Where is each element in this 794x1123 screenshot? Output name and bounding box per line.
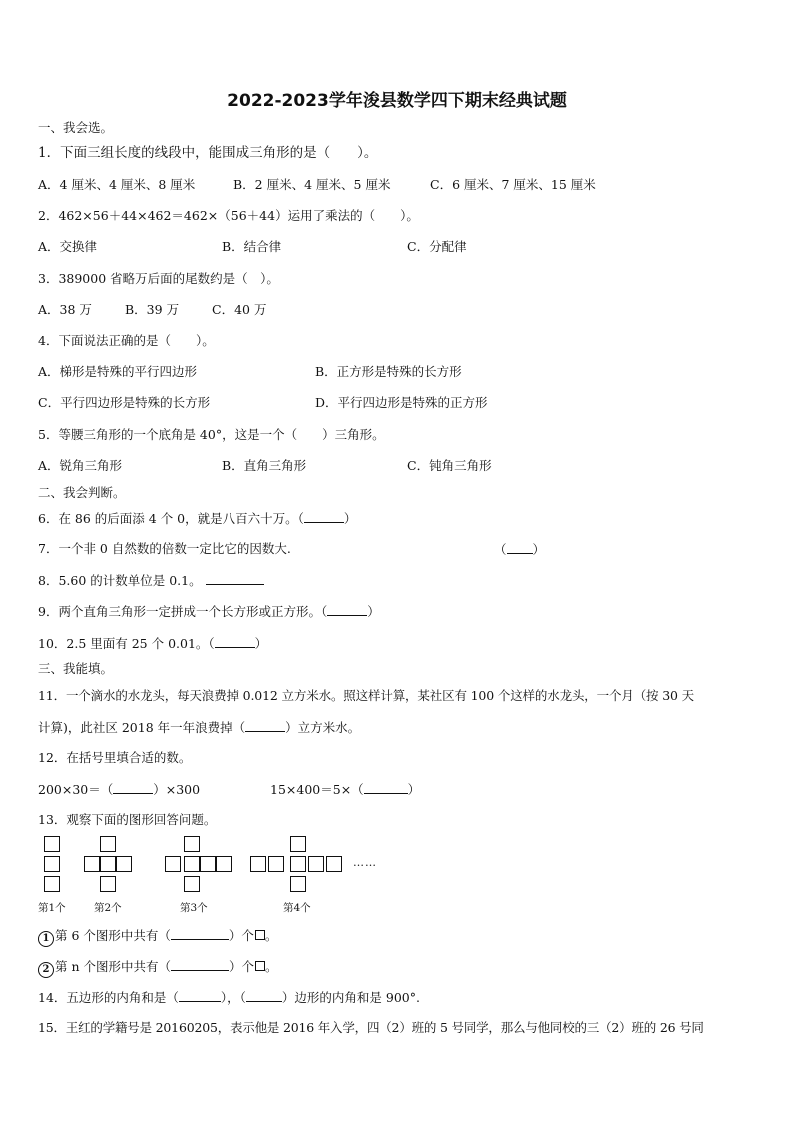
question-12-expr2-left: 15×400＝5×（ (270, 782, 364, 797)
square (116, 856, 132, 872)
question-9-text: 9．两个直角三角形一定拼成一个长方形或正方形。（ (38, 604, 328, 619)
section-heading-judge: 二、我会判断。 (38, 485, 126, 500)
question-14-blank-2[interactable] (246, 989, 282, 1002)
square (100, 836, 116, 852)
question-10-text: 10．2.5 里面有 25 个 0.01。（ (38, 636, 215, 651)
question-3-stem: 3．389000 省略万后面的尾数约是（ ）。 (38, 271, 279, 286)
question-11-tail: ）立方米水。 (285, 720, 361, 735)
question-2-stem: 2．462×56＋44×462＝462×（56＋44）运用了乘法的（ ）。 (38, 208, 419, 223)
question-14 (38, 989, 420, 1006)
question-8 (38, 572, 264, 589)
question-14-tail: ）边形的内角和是 900°. (281, 990, 420, 1005)
question-7-answer-blank[interactable] (507, 541, 533, 554)
square (184, 876, 200, 892)
question-12-expr1-right: ）×300 (153, 782, 201, 797)
circled-number-2: 2 (38, 962, 54, 978)
question-14-text: 14．五边形的内角和是（ (38, 990, 179, 1005)
square (44, 856, 60, 872)
question-11-line-1: 11．一个滴水的水龙头，每天浪费掉 0.012 立方米水。照这样计算，某社区有 100 个这样的水龙头，一个月（按 30 天 (38, 688, 694, 703)
square (184, 836, 200, 852)
question-13-stem: 13．观察下面的图形回答问题。 (38, 812, 217, 827)
question-10 (38, 635, 267, 652)
question-11-text: 计算)，此社区 2018 年一年浪费掉（ (38, 720, 246, 735)
question-7-close: ） (532, 542, 546, 557)
question-8-text: 8．5.60 的计数单位是 0.1。 (38, 573, 202, 588)
question-6 (38, 510, 356, 527)
square (44, 876, 60, 892)
figure-label-2: 第2个 (94, 902, 122, 914)
square (290, 856, 306, 872)
question-2-option-b: B．结合律 (222, 239, 282, 254)
square (84, 856, 100, 872)
question-10-answer-blank[interactable] (215, 635, 255, 648)
square (200, 856, 216, 872)
square (100, 876, 116, 892)
question-2-option-c: C．分配律 (407, 239, 467, 254)
question-12-expr1-left: 200×30＝（ (38, 782, 114, 797)
question-12-blank-2[interactable] (364, 781, 408, 794)
figure-label-4: 第4个 (283, 902, 311, 914)
question-5-option-a: A．锐角三角形 (38, 458, 123, 473)
question-4-option-c: C．平行四边形是特殊的长方形 (38, 395, 211, 410)
question-13-sub-1-text: 第 6 个图形中共有（ (55, 928, 171, 943)
question-9 (38, 603, 380, 620)
square (216, 856, 232, 872)
question-12-expr2-right: ） (407, 782, 421, 797)
question-2-option-a: A．交换律 (38, 239, 98, 254)
question-6-text: 6．在 86 的后面添 4 个 0，就是八百六十万。（ (38, 511, 304, 526)
question-1-option-b: B．2 厘米、4 厘米、5 厘米 (233, 177, 391, 192)
question-12-stem: 12．在括号里填合适的数。 (38, 750, 192, 765)
question-7-answer (494, 541, 545, 558)
square (290, 876, 306, 892)
question-13-sub-1 (38, 927, 277, 947)
square (44, 836, 60, 852)
question-5-option-b: B．直角三角形 (222, 458, 307, 473)
square-pattern-figures (38, 836, 398, 916)
question-4-option-a: A．梯形是特殊的平行四边形 (38, 364, 198, 379)
question-6-answer-blank[interactable] (304, 510, 344, 523)
question-13-sub-1-unit: ）个 (228, 928, 254, 943)
question-7-text: 7．一个非 0 自然数的倍数一定比它的因数大. (38, 541, 291, 556)
question-1-option-c: C．6 厘米、7 厘米、15 厘米 (430, 177, 596, 192)
square (250, 856, 266, 872)
circled-number-1: 1 (38, 931, 54, 947)
question-5-stem: 5．等腰三角形的一个底角是 40°，这是一个（ ）三角形。 (38, 427, 385, 442)
question-4-stem: 4．下面说法正确的是（ ）。 (38, 333, 215, 348)
question-4-option-b: B．正方形是特殊的长方形 (315, 364, 462, 379)
question-7 (38, 541, 291, 557)
question-13-sub-1-blank[interactable] (171, 927, 229, 940)
question-1-stem: 1．下面三组长度的线段中，能围成三角形的是（ ）。 (38, 145, 378, 161)
question-13-sub-1-end: 。 (264, 928, 278, 943)
figure-label-3: 第3个 (180, 902, 208, 914)
question-6-close: ） (343, 511, 357, 526)
square (100, 856, 116, 872)
square (165, 856, 181, 872)
section-heading-fill: 三、我能填。 (38, 661, 114, 676)
question-3-option-c: C．40 万 (212, 302, 267, 317)
question-13-sub-2-blank[interactable] (171, 958, 229, 971)
question-12-blank-1[interactable] (113, 781, 153, 794)
question-13-sub-2-unit: ）个 (229, 959, 255, 974)
question-10-close: ） (254, 636, 268, 651)
question-12-expression-1 (38, 781, 200, 798)
question-9-answer-blank[interactable] (327, 603, 367, 616)
figure-label-1: 第1个 (38, 902, 66, 914)
question-14-mid: ），（ (220, 990, 246, 1005)
question-13-sub-2-text: 第 n 个图形中共有（ (55, 959, 171, 974)
question-14-blank-1[interactable] (179, 989, 221, 1002)
question-15-line-1: 15．王红的学籍号是 20160205，表示他是 2016 年入学，四（2）班的 5 号同学，那么与他同校的三（2）班的 26 号同 (38, 1020, 704, 1035)
question-3-option-b: B．39 万 (125, 302, 180, 317)
question-13-sub-2 (38, 958, 278, 978)
square (184, 856, 200, 872)
question-9-close: ） (367, 604, 380, 619)
square (290, 836, 306, 852)
question-8-answer-blank[interactable] (206, 572, 264, 585)
square (268, 856, 284, 872)
question-7-open: （ (494, 542, 507, 557)
question-1-option-a: A．4 厘米、4 厘米、8 厘米 (38, 177, 196, 192)
question-3-option-a: A．38 万 (38, 302, 92, 317)
square (326, 856, 342, 872)
page-title: 2022-2023学年浚县数学四下期末经典试题 (227, 91, 567, 111)
question-13-sub-2-end: 。 (265, 959, 278, 974)
small-square-icon (255, 930, 265, 940)
question-12-expression-2 (270, 781, 420, 798)
square (308, 856, 324, 872)
section-heading-choice: 一、我会选。 (38, 120, 114, 135)
question-11-answer-blank[interactable] (245, 719, 285, 732)
small-square-icon (255, 961, 265, 971)
continuation-dots: …… (353, 856, 377, 869)
question-5-option-c: C．钝角三角形 (407, 458, 492, 473)
question-4-option-d: D．平行四边形是特殊的正方形 (315, 395, 488, 410)
question-11-line-2 (38, 719, 360, 736)
